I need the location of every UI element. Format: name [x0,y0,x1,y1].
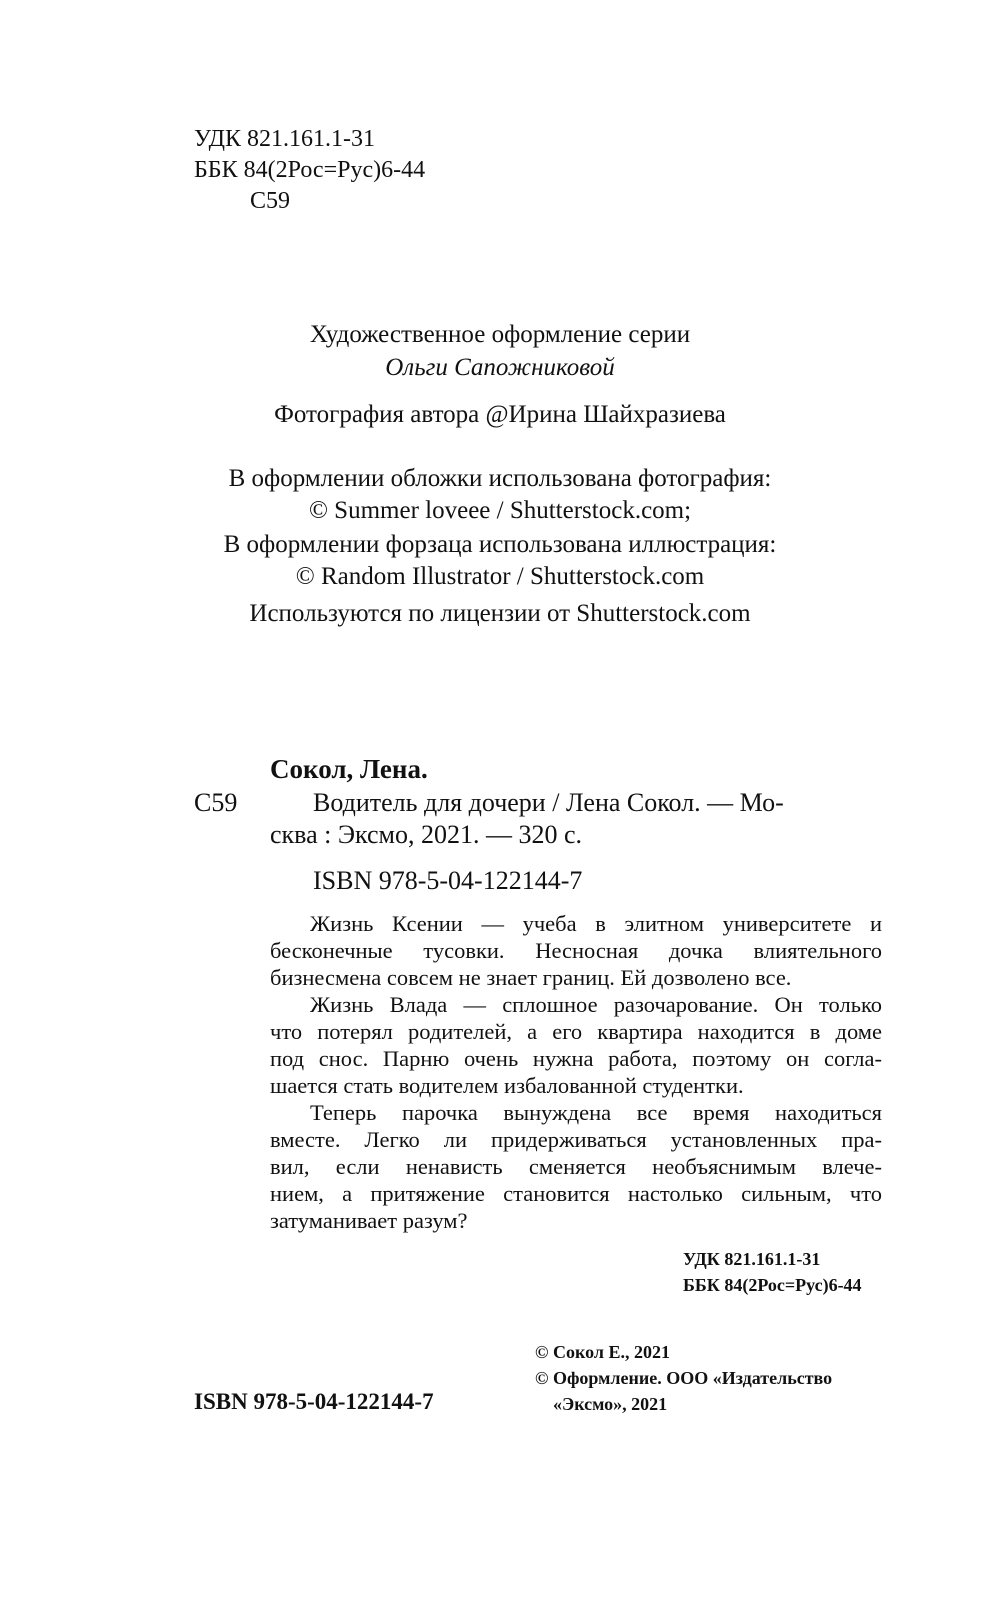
catalog-author: Сокол, Лена. [270,754,428,784]
annotation-paragraph-3 [270,1099,882,1234]
series-design-label: Художественное оформление серии [309,321,691,348]
catalog-title-line-2: сква : Эксмо, 2021. — 320 с. [270,820,583,849]
annotation-line: бесконечные тусовки. Несносная дочка влиятельного [270,938,882,963]
annotation-line: бизнесмена совсем не знает границ. Ей дозволено все. [270,965,792,990]
annotation [270,910,882,1234]
catalog-title-line-1: Водитель для дочери / Лена Сокол. — Мо- [313,788,784,817]
card-udk-code: УДК 821.161.1-31 [683,1249,821,1269]
bottom-isbn: ISBN 978-5-04-122144-7 [194,1389,434,1414]
udk-code: УДК 821.161.1-31 [194,126,375,152]
annotation-paragraph-1 [270,910,882,991]
annotation-line: что потерял родителей, а его квартира находится в доме [270,1019,882,1044]
card-classification [683,1246,862,1298]
cover-photo-note: В оформлении обложки использована фотография: [228,465,772,492]
card-bbk-code: ББК 84(2Рос=Рус)6-44 [683,1275,862,1295]
author-photo-credit: Фотография автора @Ирина Шайхразиева [274,401,726,428]
bbk-code: ББК 84(2Рос=Рус)6-44 [194,157,426,183]
catalog-isbn: ISBN 978-5-04-122144-7 [313,866,583,895]
catalog-sign: С59 [194,788,238,817]
copyright-author: © Сокол Е., 2021 [535,1342,670,1362]
annotation-line: под снос. Парню очень нужна работа, поэтому он согла- [270,1046,882,1071]
series-designer-name: Ольги Сапожниковой [385,354,615,381]
annotation-line: Теперь парочка вынуждена все время находиться [310,1100,882,1125]
annotation-line: вил, если ненависть сменяется необъяснимым влече- [270,1154,882,1179]
author-sign: С59 [250,188,291,214]
annotation-paragraph-2 [270,991,882,1099]
license-note: Используются по лицензии от Shutterstock.com [249,600,751,627]
annotation-line: затуманивает разум? [270,1208,468,1233]
top-classification [194,124,425,217]
annotation-line: Жизнь Влада — сплошное разочарование. Он только [310,992,882,1017]
annotation-line: шается стать водителем избалованной студентки. [270,1073,744,1098]
annotation-line: вместе. Легко ли придерживаться установленных пра- [270,1127,882,1152]
annotation-line: Жизнь Ксении — учеба в элитном университете и [310,911,882,936]
copyright-design-line-1: © Оформление. ООО «Издательство [535,1368,833,1388]
cover-photo-credit: © Summer loveee / Shutterstock.com; [308,497,692,524]
annotation-line: нием, а притяжение становится настолько сильным, что [270,1181,882,1206]
copyright-block [535,1339,832,1417]
endpaper-credit: © Random Illustrator / Shutterstock.com [295,563,705,590]
copyright-design-line-2: «Эксмо», 2021 [553,1394,668,1414]
endpaper-note: В оформлении форзаца использована иллюстрация: [223,531,777,558]
